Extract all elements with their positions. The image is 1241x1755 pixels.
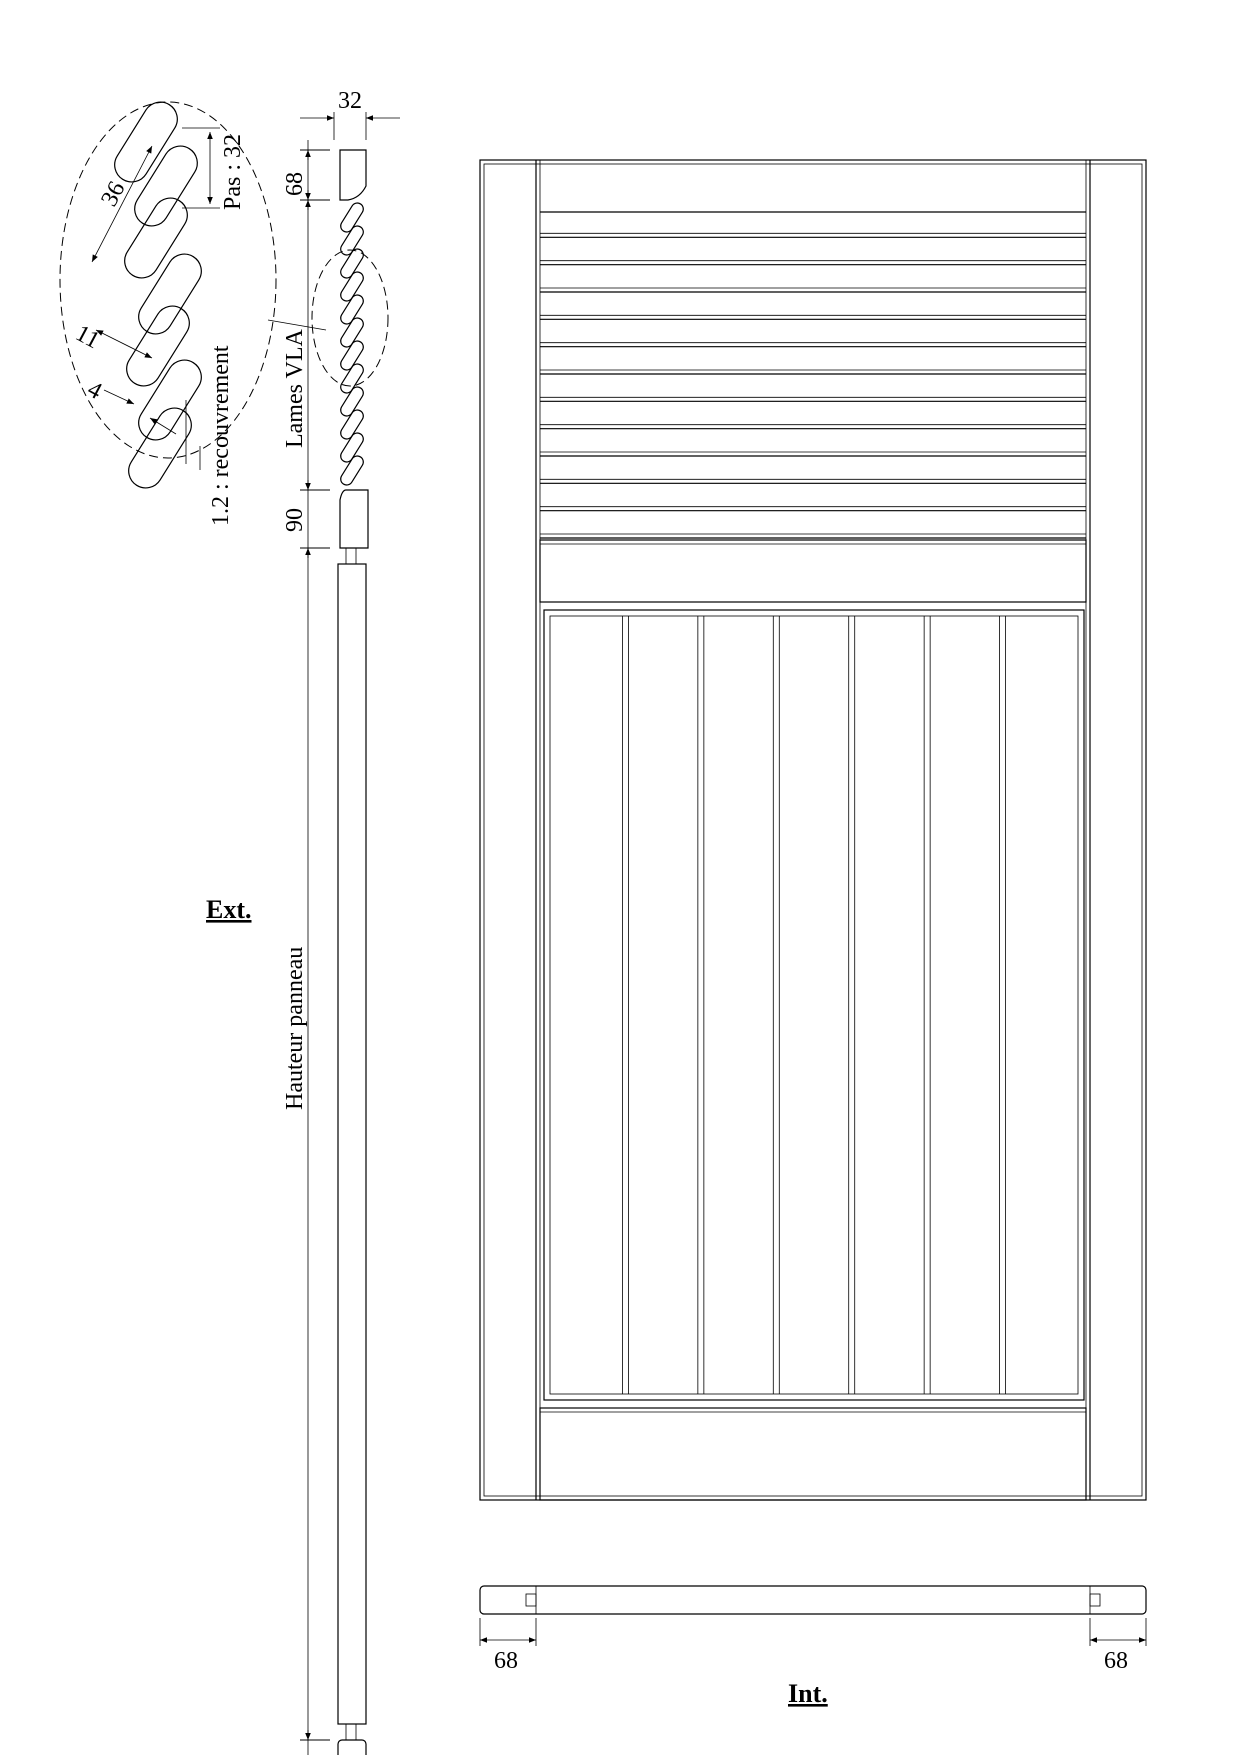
section-view	[282, 88, 400, 1755]
pitch-label: Pas : 32	[220, 133, 246, 210]
overlap-label: 1.2 : recouvrement	[208, 345, 234, 526]
slat-thickness-label: 11	[71, 320, 104, 355]
detail-slat	[108, 96, 183, 189]
detail-slat	[132, 354, 207, 447]
detail-slat	[122, 402, 197, 495]
panel-section	[338, 564, 366, 1724]
tenon-top	[346, 548, 356, 564]
exterior-label: Ext.	[206, 895, 252, 924]
detail-slat	[118, 192, 193, 285]
vertical-boards	[622, 616, 1005, 1394]
middle-rail-section	[340, 490, 368, 548]
thickness-label: 32	[338, 88, 362, 114]
elevation-view	[480, 160, 1146, 1500]
section-detail-ellipse	[312, 250, 388, 386]
slat-width-label: 36	[96, 177, 131, 211]
stile-left-dim: 68	[494, 1648, 518, 1674]
stile-right-dim: 68	[1104, 1648, 1128, 1674]
plan-tenon-right	[1090, 1594, 1100, 1606]
detail-slats	[108, 96, 207, 495]
detail-slat	[132, 248, 207, 341]
board-panel	[544, 610, 1084, 1400]
plan-outline	[480, 1586, 1146, 1614]
louver-slats	[540, 233, 1086, 538]
detail-slat	[120, 300, 195, 393]
gap-label: 4	[83, 376, 106, 405]
bottom-rail	[540, 1408, 1086, 1500]
slat-detail	[60, 96, 326, 526]
plan-view	[480, 1586, 1146, 1674]
middle-rail	[540, 540, 1086, 602]
detail-slat	[128, 140, 203, 233]
top-rail-section	[340, 150, 366, 200]
top-rail-dim: 68	[282, 172, 308, 196]
shutter-frame	[480, 160, 1146, 1500]
panel-height-label: Hauteur panneau	[282, 946, 308, 1110]
plan-tenon-left	[526, 1594, 536, 1606]
interior-label: Int.	[788, 1679, 828, 1708]
bottom-rail-section	[338, 1740, 366, 1755]
slats-label: Lames VLA	[282, 329, 308, 448]
section-slats	[338, 201, 365, 487]
middle-rail-dim: 90	[282, 508, 308, 532]
section-slat	[338, 454, 365, 487]
tenon-bottom	[346, 1724, 356, 1740]
